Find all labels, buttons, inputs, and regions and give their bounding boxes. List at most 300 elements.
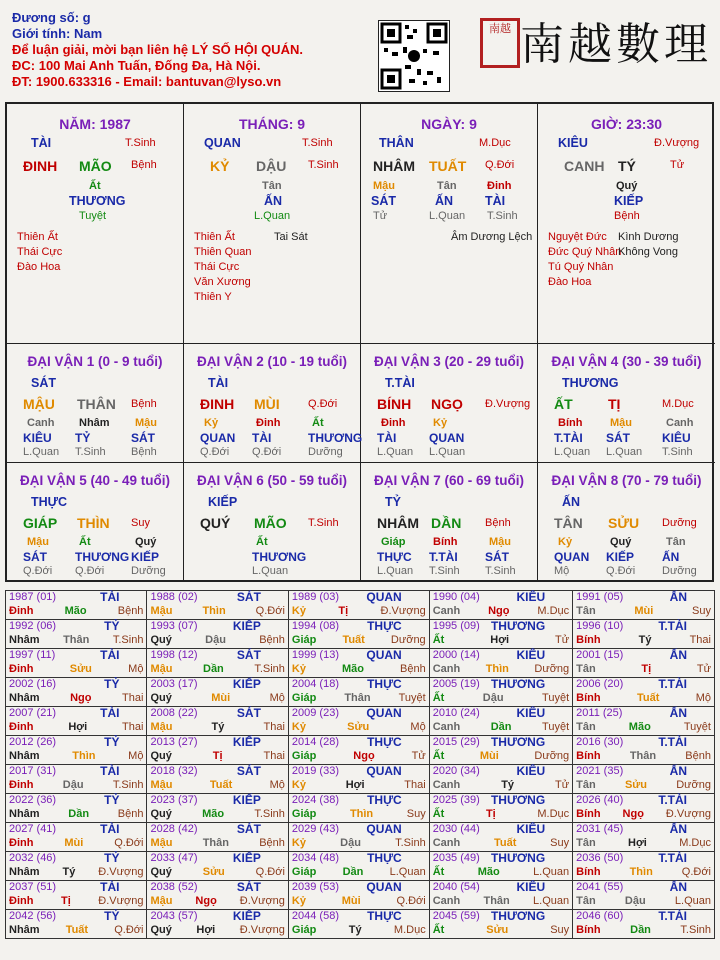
year-cell-top [150,765,284,778]
year-stem: Kỷ [291,837,306,849]
year-branch: Tuất [493,837,517,849]
year-branch: Dần [490,721,512,733]
year-cell-bottom [433,720,569,734]
year-cell-bottom [9,807,143,821]
year-stem: Đinh [9,895,34,907]
year-stage: Bệnh [117,605,144,617]
year-god: KIÊU [516,764,546,778]
pillar-top-stage: T.Sinh [302,137,333,149]
year-label: 2036 (50) [576,852,624,864]
dai-van-hidden-god: THỰC [377,550,412,564]
year-cell [6,736,147,765]
dai-van-stem: MẬU [23,396,55,412]
dai-van-god: SÁT [31,376,56,390]
year-god: KIẾP [232,619,261,633]
year-branch: Tuất [342,634,365,646]
year-god: KIÊU [516,648,546,662]
year-cell-top [576,852,711,865]
year-branch: Dần [630,924,651,936]
year-stem: Kỷ [291,895,306,907]
dai-van-branch: TỊ [608,396,621,412]
year-label: 2023 (37) [150,794,198,806]
year-cell-bottom [9,865,143,879]
year-label: 2042 (56) [9,910,57,922]
year-branch: Thân [63,634,90,646]
dai-van-hidden-stage: Dưỡng [131,565,166,577]
year-label: 2011 (25) [576,707,623,719]
year-cell-bottom [433,691,569,705]
year-cell [147,736,288,765]
year-label: 1996 (10) [576,620,624,632]
year-stage: Thai [689,634,711,646]
year-branch: Hợi [196,924,216,936]
year-cell-bottom [150,662,284,676]
year-stem: Bính [576,808,601,820]
year-cell-top [433,649,569,662]
year-cell [6,852,147,881]
dai-van-4 [538,344,715,463]
dai-van-hidden-stage: T.Sinh [485,565,516,577]
year-cell-bottom [576,923,711,937]
year-stage: Suy [692,605,711,617]
year-cell [288,678,429,707]
year-cell-bottom [9,836,143,850]
year-stage: Dưỡng [390,634,426,646]
pillar-title: GIỜ: 23:30 [590,116,663,132]
year-cell [288,794,429,823]
year-branch: Hợi [68,721,88,733]
year-cell-bottom [9,720,143,734]
year-branch: Sửu [624,779,647,791]
pillar-branch: TÝ [618,158,636,174]
year-cell-top [9,794,143,807]
year-cell-top [150,591,284,604]
year-god: QUAN [366,706,402,720]
year-stem: Canh [432,837,461,849]
year-god: KIẾP [232,735,261,749]
dai-van-hidden-god: THƯƠNG [75,550,130,564]
year-stage: Tuyệt [398,692,426,704]
pillar-title: NĂM: 1987 [59,116,131,132]
year-cell-top [292,736,426,749]
year-stage: Đ.Vượng [665,808,711,820]
pillar-hidden-stage: Bệnh [614,210,640,222]
year-cell [288,591,429,620]
year-stem: Bính [576,692,601,704]
dai-van-title: ĐẠI VẬN 2 (10 - 19 tuổi) [196,354,348,369]
day-hidden-god: ẤN [435,194,454,208]
year-stage: Thai [263,750,285,762]
pillar-hidden-stage: Tuyệt [79,210,107,222]
year-stem: Nhâm [9,808,40,820]
year-god: THỰC [367,677,402,691]
dai-van-stem: ĐINH [200,396,235,412]
year-label: 2040 (54) [432,881,480,893]
year-stem: Bính [576,866,601,878]
year-stem: Đinh [9,837,34,849]
dai-van-title: ĐẠI VẬN 8 (70 - 79 tuổi) [551,473,702,488]
year-branch: Ngọ [353,750,375,762]
year-branch: Ngọ [70,692,92,704]
year-stem: Nhâm [9,866,40,878]
year-cell [147,765,288,794]
year-cell-bottom [576,662,711,676]
year-cell [6,678,147,707]
year-stage: Đ.Vượng [239,924,285,936]
year-branch: Tị [485,808,496,820]
year-cell-bottom [576,720,711,734]
year-row [6,678,715,707]
dai-van-branch: MÙI [254,396,280,412]
dai-van-hidden-stage: Dưỡng [308,446,343,458]
year-god: TỶ [104,909,120,923]
star-label: Đào Hoa [548,276,592,288]
year-cell-top [292,620,426,633]
year-branch: Dần [203,663,224,675]
year-stem: Đinh [9,605,34,617]
year-cell [573,620,715,649]
year-cell-bottom [576,778,711,792]
pillar-title: NGÀY: 9 [421,116,477,132]
year-stem: Nhâm [9,692,40,704]
pillar-god: QUAN [204,136,241,150]
year-stage: Dưỡng [676,779,711,791]
year-god: TỶ [104,793,120,807]
year-stem: Mậu [150,605,173,617]
year-cell-bottom [9,662,143,676]
dai-van-hidden-stem: Kỷ [204,417,219,429]
year-god: KIẾP [232,909,261,923]
year-cell-bottom [433,604,569,618]
year-cell-bottom [150,720,284,734]
year-branch: Hợi [345,779,365,791]
year-stage: Tuyệt [683,721,711,733]
year-cell-top [9,707,143,720]
year-god: TỶ [104,619,120,633]
year-god: T.TÀI [658,851,687,865]
year-cell-bottom [292,604,426,618]
year-stage: Mộ [128,663,144,675]
year-branch: Tuất [65,924,89,936]
year-label: 2012 (26) [9,736,57,748]
pillar-hidden-stem: Quý [616,180,638,192]
pillar-stage: T.Sinh [308,159,339,171]
star-label: Thiên Quan [194,246,252,258]
year-label: 2002 (16) [9,678,57,690]
star-label: Tú Quý Nhân [548,261,614,273]
year-god: ẤN [669,590,687,604]
dai-van-hidden-stem: Canh [666,417,694,429]
year-cell [573,591,715,620]
year-label: 2046 (60) [576,910,624,922]
year-stem: Giáp [291,750,317,762]
year-god: KIẾP [232,851,261,865]
year-god: KIÊU [516,590,546,604]
year-branch: Tị [338,605,349,617]
year-cell [147,881,288,910]
year-cell-bottom [576,836,711,850]
year-label: 2041 (55) [576,881,624,893]
year-label: 2016 (30) [576,736,624,748]
year-cell-bottom [150,807,284,821]
star-label-right: Kình Dương [618,231,679,243]
year-stage: Thai [404,779,426,791]
year-god: QUAN [366,880,402,894]
year-branch: Tị [641,663,652,675]
year-god: TỶ [104,851,120,865]
year-god: TÀI [100,648,120,662]
phone-email: ĐT: 1900.633316 - Email: bantuvan@lyso.vn [12,74,282,89]
year-god: THƯƠNG [490,735,546,749]
year-stage: Mộ [269,779,285,791]
dai-van-god: ẤN [562,495,581,509]
dai-van-branch: MÃO [254,515,287,531]
year-cell [288,852,429,881]
dai-van-stage: Đ.Vượng [485,398,531,410]
pillar-stage: Q.Đới [485,159,515,171]
year-stem: Bính [576,634,601,646]
year-cell-top [9,620,143,633]
year-branch: Tị [60,895,71,907]
year-label: 2003 (17) [150,678,198,690]
year-god: TÀI [100,590,120,604]
dai-van-hidden-god: TÀI [252,431,272,445]
dai-van-hidden-stage: Q.Đới [75,565,105,577]
pillar-hidden-god: ẤN [264,194,283,208]
year-label: 2028 (42) [150,823,198,835]
pillar-branch: DẬU [256,158,287,174]
year-cell-top [292,649,426,662]
year-cell-bottom [433,778,569,792]
dai-van-god: TỶ [385,495,401,509]
year-stage: Suy [406,808,426,820]
dai-van-title: ĐẠI VẬN 6 (50 - 59 tuổi) [196,473,348,488]
year-stem: Ất [432,808,445,820]
year-stage: T.Sinh [254,808,285,820]
dai-van-hidden-stage: Q.Đới [23,565,53,577]
year-cell-top [576,649,711,662]
year-branch: Mão [628,721,651,733]
dai-van-hidden-stem: Kỷ [558,536,573,548]
year-stage: T.Sinh [680,924,711,936]
year-stage: M.Dục [537,808,570,820]
pillar-branch: MÃO [79,158,112,174]
day-hidden-god: SÁT [371,194,396,208]
year-branch: Tuất [209,779,233,791]
year-label: 2008 (22) [150,707,198,719]
dai-van-stem: GIÁP [23,515,58,531]
year-cell [573,794,715,823]
dai-van-hidden-stage: L.Quan [606,446,643,458]
dai-van-stem: NHÂM [377,515,419,531]
year-branch: Tý [211,721,225,733]
dai-van-hidden-stem: Giáp [381,536,406,548]
star-label-right: Tai Sát [274,231,308,243]
dai-van-hidden-god: QUAN [200,431,236,445]
year-stage: Tuyệt [542,721,570,733]
year-god: T.TÀI [658,619,687,633]
year-branch: Mùi [64,837,84,849]
year-cell-bottom [9,923,143,937]
year-cell-bottom [150,604,284,618]
year-cell [288,881,429,910]
year-stem: Ất [432,692,445,704]
dai-van-title: ĐẠI VẬN 5 (40 - 49 tuổi) [19,473,171,488]
year-cell [6,620,147,649]
year-stem: Bính [576,750,601,762]
year-stem: Mậu [150,895,173,907]
year-god: TÀI [100,822,120,836]
dai-van-stage: T.Sinh [308,517,339,529]
year-cell-top [292,678,426,691]
dai-van-hidden-god: KIẾP [606,550,635,564]
pillar-hidden-stem: Tân [262,180,282,192]
year-cell-top [576,881,711,894]
dai-van-hidden-god: TÀI [377,431,397,445]
year-cell-bottom [9,633,143,647]
pillar-2 [361,104,538,344]
year-label: 2044 (58) [291,910,339,922]
year-row [6,881,715,910]
year-god: THƯƠNG [490,677,546,691]
dai-van-hidden-stage: L.Quan [377,446,414,458]
contact-note: Để luận giải, mời bạn liên hệ LÝ SỐ HỘI QUÁN. [12,42,303,57]
year-cell-top [433,794,569,807]
dai-van-branch: DẦN [431,515,462,531]
year-stem: Mậu [150,779,173,791]
year-row [6,823,715,852]
year-cell-top [9,852,143,865]
year-stem: Đinh [9,663,34,675]
year-branch: Sửu [202,866,225,878]
year-cell-bottom [9,604,143,618]
year-branch: Thân [202,837,229,849]
year-cell-bottom [150,865,284,879]
dai-van-god: THỰC [31,495,68,509]
year-label: 2015 (29) [432,736,480,748]
year-branch: Mùi [211,692,231,704]
year-stem: Ất [432,866,445,878]
dai-van-1 [7,344,184,463]
dai-van-hidden-stage: T.Sinh [75,446,106,458]
year-stage: Mộ [695,692,711,704]
year-cell [429,823,572,852]
year-cell-bottom [433,836,569,850]
year-label: 2034 (48) [291,852,339,864]
year-cell-bottom [576,691,711,705]
pillar-title: THÁNG: 9 [238,116,306,132]
year-stage: Q.Đới [114,837,144,849]
dai-van-hidden-stem: Nhâm [79,417,110,429]
year-cell-top [292,765,426,778]
year-cell-top [150,736,284,749]
year-branch: Dần [68,808,90,820]
year-stage: Thai [122,692,144,704]
year-stem: Tân [576,837,596,849]
year-cell-top [9,678,143,691]
year-god: QUAN [366,822,402,836]
year-stem: Quý [150,692,172,704]
year-cell [6,794,147,823]
dai-van-hidden-stem: Bính [433,536,458,548]
dai-van-hidden-stem: Ất [79,536,91,548]
year-cell-bottom [433,662,569,676]
year-cell-top [292,591,426,604]
header-info [12,10,303,90]
year-cell-bottom [292,633,426,647]
year-cell-top [150,707,284,720]
year-cell-top [576,910,711,923]
year-stage: Bệnh [259,634,285,646]
year-branch: Thân [483,895,510,907]
dai-van-stage: Bệnh [485,517,511,529]
dai-van-hidden-stem: Đinh [256,417,281,429]
year-god: THỰC [367,909,402,923]
year-branch: Thìn [485,663,509,675]
year-cell [147,620,288,649]
year-label: 1987 (01) [9,591,57,603]
dai-van-god: TÀI [208,376,229,390]
year-cell-top [150,678,284,691]
dai-van-stage: M.Dục [662,398,694,410]
star-label-right: Không Vong [618,246,678,258]
year-stem: Ất [432,634,445,646]
year-branch: Sửu [486,924,509,936]
year-cell-bottom [292,923,426,937]
year-cell-top [433,823,569,836]
year-god: T.TÀI [658,909,687,923]
year-row [6,794,715,823]
year-label: 1988 (02) [150,591,198,603]
year-god: ẤN [669,822,687,836]
year-cell [429,707,572,736]
dai-van-hidden-stage: Q.Đới [200,446,230,458]
year-branch: Sửu [347,721,370,733]
year-cell-bottom [150,836,284,850]
address: ĐC: 100 Mai Anh Tuấn, Đống Đa, Hà Nội. [12,58,261,73]
year-cell-bottom [576,807,711,821]
star-label: Thiên Y [194,291,232,303]
year-cell-top [292,823,426,836]
year-god: KIÊU [516,880,546,894]
year-cell-top [433,881,569,894]
dai-van-hidden-stem: Ất [312,417,324,429]
year-cell [288,620,429,649]
year-label: 2009 (23) [291,707,339,719]
year-label: 1992 (06) [9,620,57,632]
pillar-top-stage: M.Dục [479,137,511,149]
year-cell [147,823,288,852]
year-label: 2038 (52) [150,881,198,893]
year-cell-top [433,852,569,865]
year-stem: Nhâm [9,750,40,762]
year-stem: Tân [576,605,596,617]
year-cell [147,910,288,939]
year-row [6,910,715,939]
year-stage: Suy [550,837,570,849]
year-stem: Nhâm [9,634,40,646]
year-stem: Canh [432,605,461,617]
star-label: Thái Cực [17,246,63,258]
year-branch: Tị [212,750,223,762]
dai-van-hidden-stem: Ất [256,536,268,548]
year-cell-bottom [9,749,143,763]
star-label: Thiên Ất [194,231,235,243]
year-cell [6,591,147,620]
year-god: QUAN [366,764,402,778]
dai-van-hidden-god: ẤN [662,550,680,564]
dai-van-hidden-stage: Q.Đới [606,565,636,577]
